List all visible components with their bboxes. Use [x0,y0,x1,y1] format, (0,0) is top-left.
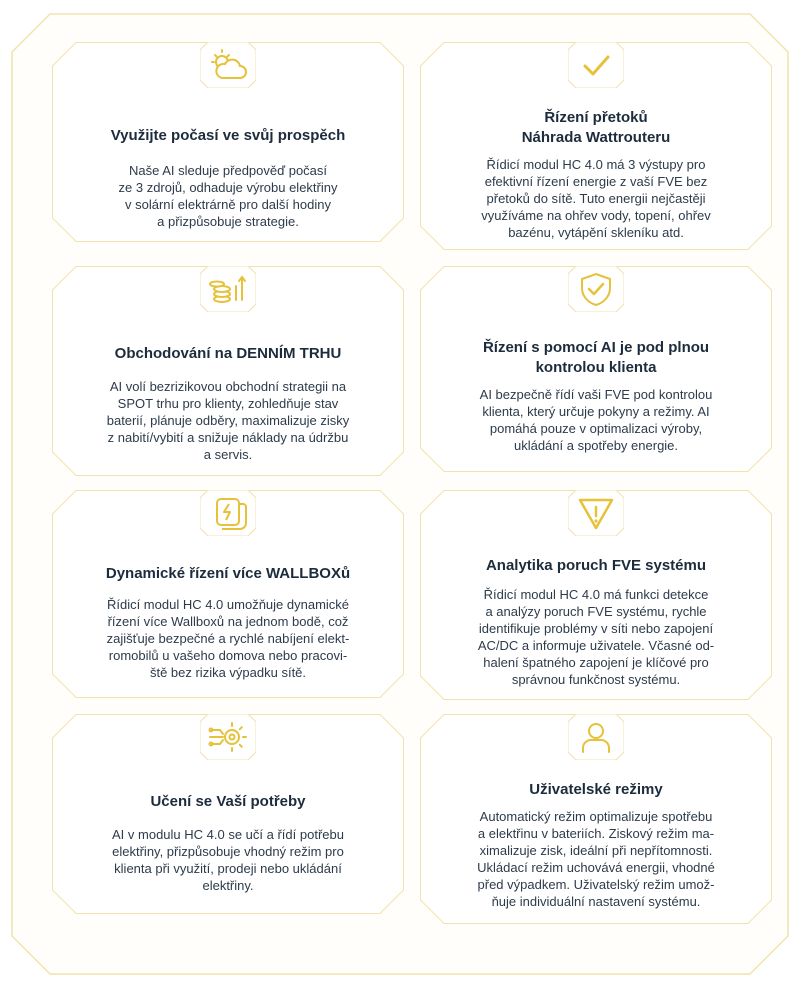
feature-card-wallbox [52,490,404,698]
card-title: Náhrada Wattrouteru [521,129,671,146]
card-text-line: v solární elektrárně pro další hodiny [125,197,331,212]
card-text-line: halení špatného zapojení je klíčové pro [483,655,709,670]
wallbox-icon [200,490,256,536]
card-title: kontrolou klienta [535,359,657,376]
card-text-line: klienta při využití, prodeji nebo ukládání [114,861,342,876]
card-text-line: AI bezpečně řídí vaši FVE pod kontrolou [479,387,713,402]
feature-card-day-market [52,266,404,476]
card-text-line: Řídicí modul HC 4.0 má funkci detekce [483,587,709,602]
card-title: Využijte počasí ve svůj prospěch [110,127,346,144]
card-text-line: elektřiny, přizpůsobuje vhodný režim pro [112,844,344,859]
user-icon [568,714,624,760]
card-text-line: SPOT trhu pro klienty, zohledňuje stav [117,396,339,411]
card-text-line: před výpadkem. Uživatelský režim umož- [477,877,715,892]
card-text-line: a elektřinu v bateriích. Ziskový režim ma- [477,826,715,841]
card-text-line: zajišťuje bezpečné a rychlé nabíjení elekt- [106,631,350,646]
card-text-line: řízení více Wallboxů na jednom bodě, což [107,614,349,629]
feature-card-overflow-control [420,42,772,250]
card-text-line: AI v modulu HC 4.0 se učí a řídí potřebu [112,827,344,842]
coins-growth-icon [200,266,256,312]
feature-card-learning [52,714,404,914]
card-text-line: ukládání a spotřeby energie. [513,438,679,453]
card-text-line: baterií, plánuje odběry, maximalizuje zisky [106,413,350,428]
card-text-line: a přizpůsobuje strategie. [157,214,299,229]
card-text-line: efektivní řízení energie z vaší FVE bez [484,174,708,189]
card-text-line: romobilů u vašeho domova nebo pracovi- [108,648,348,663]
card-text-line: využíváme na ohřev vody, topení, ohřev [481,208,711,223]
card-text-line: a analýzy poruch FVE systému, rychle [485,604,707,619]
card-text-line: pomáhá pouze v optimalizaci výroby, [489,421,703,436]
card-text-line: identifikuje problémy v síti nebo zapojení [478,621,714,636]
card-text-line: ňuje individuální nastavení systému. [491,894,701,909]
card-title: Obchodování na DENNÍM TRHU [114,345,342,362]
feature-card-ai-control [420,266,772,472]
card-title: Dynamické řízení více WALLBOXů [105,565,351,582]
card-text-line: AI volí bezrizikovou obchodní strategii na [109,379,347,394]
card-title: Uživatelské režimy [529,781,663,798]
card-text-line: Řídicí modul HC 4.0 má 3 výstupy pro [486,157,706,172]
card-text-line: správnou funkčnost systému. [511,672,681,687]
card-text-line: ště bez rizika výpadku sítě. [149,665,307,680]
checkmark-icon [568,42,624,88]
card-title: Učení se Vaší potřeby [150,793,306,810]
sun-cloud-icon [200,42,256,88]
card-text-line: z nabití/vybití a snižuje náklady na údržbu [107,430,349,445]
card-text-line: Automatický režim optimalizuje spotřebu [479,809,713,824]
card-text-line: přetoků do sítě. Tuto energii nejčastěji [486,191,706,206]
card-text-line: Řídicí modul HC 4.0 umožňuje dynamické [106,597,350,612]
card-text-line: Naše AI sleduje předpověď počasí [128,163,328,178]
card-text-line: ze 3 zdrojů, odhaduje výrobu elektřiny [118,180,338,195]
card-text-line: klienta, který určuje pokyny a režimy. AI [482,404,710,419]
card-text-line: elektřiny. [202,878,254,893]
card-text-line: bazénu, vytápění skleníku atd. [508,225,684,240]
card-text-line: AC/DC a informuje uživatele. Včasné od- [477,638,715,653]
card-text-line: a servis. [203,447,253,462]
card-text-line: Ukládací režim uchovává energii, vhodné [477,860,715,875]
card-text-line: ximalizuje zisk, ideální při nepřítomnosti. [479,843,713,858]
card-title: Řízení přetoků [544,109,648,126]
feature-card-fault-analytics [420,490,772,700]
feature-card-weather [52,42,404,242]
warning-icon [568,490,624,536]
shield-check-icon [568,266,624,312]
card-title: Řízení s pomocí AI je pod plnou [482,339,710,356]
learning-gear-icon [200,714,256,760]
card-title: Analytika poruch FVE systému [485,557,707,574]
feature-card-user-modes [420,714,772,924]
